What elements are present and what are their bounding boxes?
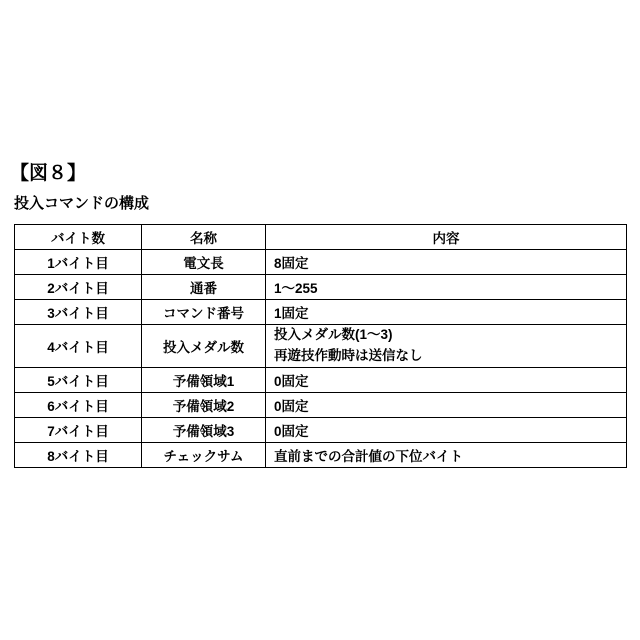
cell-content: 0固定: [266, 417, 627, 442]
command-structure-table: [14, 224, 627, 468]
table-header-row: [15, 225, 627, 250]
table-body: [15, 250, 627, 468]
figure-subtitle: 投入コマンドの構成: [14, 195, 150, 212]
table-header-content: 内容: [266, 225, 627, 250]
cell-name: 投入メダル数: [142, 325, 266, 368]
table-header: [15, 225, 627, 250]
cell-content-line: 再遊技作動時は送信なし: [274, 347, 423, 363]
cell-byte: 8バイト目: [15, 442, 142, 467]
cell-byte: 6バイト目: [15, 392, 142, 417]
cell-content: 0固定: [266, 367, 627, 392]
table-header-byte: バイト数: [15, 225, 142, 250]
cell-content: 1～255: [266, 275, 627, 300]
cell-name: 予備領域1: [142, 367, 266, 392]
cell-byte: 2バイト目: [15, 275, 142, 300]
table-row: [15, 250, 627, 275]
cell-byte: 4バイト目: [15, 325, 142, 368]
table-row: [15, 442, 627, 467]
cell-byte: 1バイト目: [15, 250, 142, 275]
cell-content: [266, 325, 627, 368]
cell-name: 予備領域3: [142, 417, 266, 442]
cell-name: チェックサム: [142, 442, 266, 467]
table-row: [15, 367, 627, 392]
cell-content: 8固定: [266, 250, 627, 275]
cell-content: 直前までの合計値の下位バイト: [266, 442, 627, 467]
table-row: [15, 392, 627, 417]
cell-byte: 5バイト目: [15, 367, 142, 392]
command-structure-table-wrapper: [14, 224, 626, 468]
table-row: [15, 275, 627, 300]
cell-name: 予備領域2: [142, 392, 266, 417]
cell-name: 電文長: [142, 250, 266, 275]
cell-content-line: 投入メダル数(1～3): [274, 327, 393, 342]
table-header-name: 名称: [142, 225, 266, 250]
cell-content: 1固定: [266, 300, 627, 325]
cell-byte: 3バイト目: [15, 300, 142, 325]
cell-name: コマンド番号: [142, 300, 266, 325]
table-row: [15, 417, 627, 442]
table-row: [15, 300, 627, 325]
cell-name: 通番: [142, 275, 266, 300]
cell-content: 0固定: [266, 392, 627, 417]
cell-byte: 7バイト目: [15, 417, 142, 442]
figure-label: 【図８】: [10, 163, 87, 184]
table-row: [15, 325, 627, 368]
